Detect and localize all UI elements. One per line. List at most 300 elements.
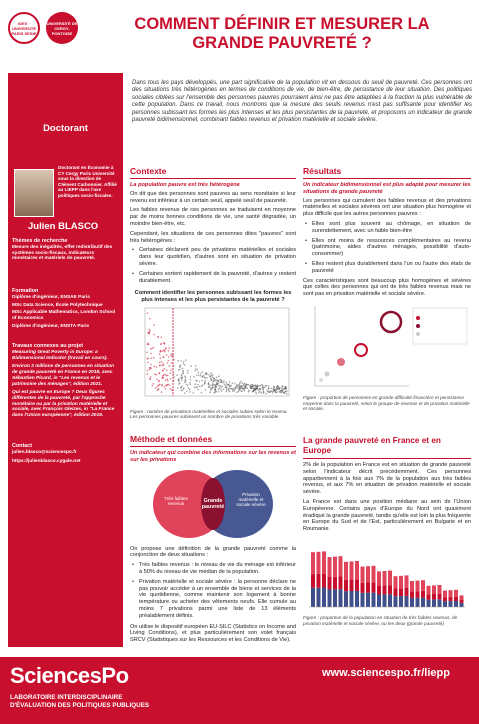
scatter-point <box>220 386 222 388</box>
scatter-point <box>181 385 183 387</box>
scatter-point <box>203 374 205 376</box>
bar-segment <box>410 581 414 591</box>
scatter-point <box>240 380 242 382</box>
scatter-point <box>247 387 249 389</box>
legend-marker <box>416 324 420 328</box>
bar-segment <box>405 588 409 596</box>
scatter-point <box>249 384 251 386</box>
scatter-point <box>154 333 156 335</box>
scatter-point <box>168 356 170 358</box>
scatter-point <box>162 376 164 378</box>
scatter-point <box>197 388 199 390</box>
bar-segment <box>328 589 332 607</box>
scatter-point <box>165 388 167 390</box>
scatter-point <box>217 381 219 383</box>
scatter-point <box>211 374 213 376</box>
scatter-point <box>189 383 191 385</box>
bullet-item: • Privation matérielle et sociale sévère : la personne déclare ne pas pouvoir accéder à un ensemble de biens et services de la vie quotidienne, comme maintenir son logement à bonne température ou acheter des vêtements neufs. Elle cumule au moins 7 privations parmi une liste de 13 éléments préalablement définis. <box>130 579 296 620</box>
scatter-point <box>241 386 243 388</box>
scatter-point <box>184 375 186 377</box>
scatter-point <box>177 387 179 389</box>
legend-marker <box>416 332 420 336</box>
scatter-point <box>160 342 162 344</box>
scatter-point <box>190 379 192 381</box>
bar-segment <box>432 599 436 607</box>
bar-segment <box>317 588 321 607</box>
scatter-point <box>202 384 204 386</box>
scatter-point <box>277 391 279 393</box>
bullet-item: • Elles ont moins de ressources complémentaires au revenu (patrimoine, aides d'autres ménages, possibilité d'auto-consommer) <box>303 238 471 258</box>
scatter-point <box>148 332 150 334</box>
scatter-point <box>236 384 238 386</box>
bar-segment <box>383 585 387 594</box>
scatter-point <box>159 364 161 366</box>
scatter-point <box>184 364 186 366</box>
scatter-point <box>279 391 281 393</box>
scatter-point <box>183 372 185 374</box>
scatter-point <box>284 391 286 393</box>
scatter-point <box>226 386 228 388</box>
paragraph: Les personnes qui cumulent des faibles revenus et des privations matérielles et sociales sévères ont une situation plus homogène et plus difficile que les autres personnes pauvres : <box>303 197 471 218</box>
bar-segment <box>388 571 392 586</box>
scatter-point <box>216 382 218 384</box>
scatter-point <box>223 388 225 390</box>
scatter-point <box>170 378 172 380</box>
scatter-point <box>260 384 262 386</box>
bar-segment <box>333 589 337 607</box>
formation-item: MSc Applicable Mathematics, London School of Economics <box>12 310 116 322</box>
bar-segment <box>311 588 315 607</box>
scatter-point <box>216 379 218 381</box>
scatter-point <box>181 379 183 381</box>
scatter-chart <box>133 306 293 406</box>
section-heading: Résultats <box>303 166 342 176</box>
bar-segment <box>322 574 326 588</box>
scatter-point <box>164 386 166 388</box>
scatter-point <box>150 378 152 380</box>
scatter-point <box>162 364 164 366</box>
scatter-point <box>219 387 221 389</box>
bullet-item: • Très faibles revenus : le niveau de vie du ménage est inférieur à 50% du niveau de vie médian de la population. <box>130 562 296 576</box>
scatter-point <box>221 381 223 383</box>
scatter-point <box>229 385 231 387</box>
scatter-point <box>246 384 248 386</box>
bar-segment <box>372 566 376 583</box>
scatter-point <box>197 369 199 371</box>
bar-segment <box>339 576 343 589</box>
paragraph: La France est dans une position médiane au sein de l'Union Européenne. Certains pays d'Europe du Nord ont quasiment éradiqué la grande pauvreté, tandis qu'elle est loin la plus fréquente en Europe du Sud et de l'Est, particulièrement en Bulgarie et en Roumanie. <box>303 498 471 533</box>
scatter-point <box>239 382 241 384</box>
bar-segment <box>388 594 392 607</box>
scatter-point <box>168 359 170 361</box>
bar-segment <box>454 597 458 601</box>
scatter-point <box>184 392 186 394</box>
scatter-point <box>256 386 258 388</box>
scatter-point <box>258 385 260 387</box>
scatter-point <box>182 389 184 391</box>
bar-segment <box>449 601 453 607</box>
scatter-point <box>159 383 161 385</box>
scatter-point <box>229 383 231 385</box>
bubble <box>355 344 367 356</box>
scatter-point <box>150 376 152 378</box>
footer-url[interactable]: www.sciencespo.fr/liepp <box>322 667 450 679</box>
scatter-point <box>149 368 151 370</box>
scatter-point <box>260 388 262 390</box>
scatter-point <box>162 369 164 371</box>
scatter-point <box>165 347 167 349</box>
scatter-point <box>162 350 164 352</box>
scatter-point <box>244 385 246 387</box>
scatter-point <box>273 386 275 388</box>
scatter-point <box>285 385 287 387</box>
scatter-point <box>150 352 152 354</box>
scatter-point <box>274 390 276 392</box>
paragraph: Les faibles revenus de ces personnes se traduisent en moyenne par de moins bonnes conditions de vie, une santé dégradée, un moindre bien-être, etc. <box>130 207 296 227</box>
scatter-point <box>147 358 149 360</box>
bar-segment <box>328 577 332 590</box>
scatter-point <box>261 391 263 393</box>
scatter-point <box>194 386 196 388</box>
scatter-point <box>195 368 197 370</box>
scatter-point <box>209 384 211 386</box>
scatter-point <box>187 369 189 371</box>
scatter-point <box>150 367 152 369</box>
scatter-point <box>244 388 246 390</box>
bar-segment <box>361 593 365 607</box>
scatter-point <box>230 388 232 390</box>
scatter-point <box>151 347 153 349</box>
scatter-point <box>241 390 243 392</box>
sidebar-themes <box>12 238 120 262</box>
bar-segment <box>355 561 359 579</box>
bar-segment <box>405 596 409 607</box>
scatter-point <box>153 357 155 359</box>
author-photo <box>14 169 54 217</box>
chart-question: Comment identifier les personnes subissant les formes les plus intenses et les plus persistantes de la pauvreté ? <box>134 290 292 303</box>
scatter-point <box>163 374 165 376</box>
sidebar-formation <box>12 288 120 330</box>
scatter-point <box>210 372 212 374</box>
formation-item: MSc Data Science, École Polytechnique <box>12 302 103 308</box>
bar-segment <box>366 582 370 592</box>
scatter-point <box>194 369 196 371</box>
scatter-point <box>257 385 259 387</box>
bar-segment <box>427 594 431 599</box>
bar-segment <box>416 598 420 607</box>
scatter-point <box>250 387 252 389</box>
scatter-point <box>198 374 200 376</box>
scatter-point <box>198 371 200 373</box>
scatter-point <box>204 379 206 381</box>
scatter-point <box>166 354 168 356</box>
scatter-point <box>201 379 203 381</box>
scatter-point <box>200 375 202 377</box>
scatter-point <box>210 389 212 391</box>
bar-segment <box>399 576 403 589</box>
scatter-point <box>215 387 217 389</box>
section-heading: La grande pauvreté en France et en Europe <box>303 436 441 455</box>
scatter-point <box>169 365 171 367</box>
scatter-point <box>209 375 211 377</box>
bar-segment <box>333 557 337 577</box>
scatter-point <box>181 377 183 379</box>
scatter-point <box>229 381 231 383</box>
idex-logo-text: IDEX · UNIVERSITÉ PARIS SEINE <box>11 20 37 36</box>
bar-segment <box>350 561 354 579</box>
scatter-point <box>255 384 257 386</box>
scatter-point <box>265 385 267 387</box>
scatter-point <box>155 386 157 388</box>
bar-segment <box>344 591 348 607</box>
scatter-point <box>255 392 257 394</box>
scatter-point <box>168 350 170 352</box>
scatter-point <box>196 374 198 376</box>
bar-segment <box>454 590 458 597</box>
scatter-point <box>167 362 169 364</box>
scatter-point <box>149 330 151 332</box>
scatter-point <box>252 387 254 389</box>
scatter-point <box>253 389 255 391</box>
scatter-point <box>183 387 185 389</box>
venn-diagram <box>153 468 273 540</box>
scatter-point <box>276 386 278 388</box>
scatter-point <box>204 377 206 379</box>
bar-segment <box>421 591 425 598</box>
bubble <box>381 312 401 332</box>
scatter-point <box>224 383 226 385</box>
bar-segment <box>383 571 387 585</box>
scatter-point <box>281 387 283 389</box>
paragraph: On utilise le dispositif européen EU-SILC (Statistics on Income and Living Conditions), et plus particulièrement son volet français SRCV (Statistiques sur les Ressources et les Conditions de Vie). <box>130 623 296 644</box>
venn-label-center: Grande pauvreté <box>201 497 225 510</box>
contact-heading: Contact <box>12 443 33 449</box>
sidebar-contact <box>12 443 120 464</box>
bar-segment <box>311 574 315 588</box>
paragraph: 2% de la population en France est en situation de grande pauvreté selon l'indicateur décrit précédemment. Ces personnes appartiennent à la fois aux 7% de la population aux très faibles revenus, et aux 7% en situation de privation matérielle et sociale sévère. <box>303 462 471 496</box>
scatter-point <box>225 381 227 383</box>
scatter-point <box>178 369 180 371</box>
formation-item: Diplôme d'ingénieur, ENSAE Paris <box>12 295 90 300</box>
scatter-point <box>176 374 178 376</box>
scatter-point <box>214 384 216 386</box>
scatter-point <box>226 390 228 392</box>
bar-segment <box>410 591 414 598</box>
paragraph: Ces caractéristiques sont beaucoup plus homogènes et sévères que celles des personnes qui ont de très faibles revenus mais ne sont pas en privation matérielle et sociale sévère. <box>303 277 471 298</box>
scatter-point <box>265 392 267 394</box>
scatter-point <box>232 390 234 392</box>
bar-segment <box>438 594 442 600</box>
scatter-point <box>201 385 203 387</box>
section-resultats <box>303 166 471 412</box>
author-sidebar <box>8 73 123 647</box>
scatter-point <box>238 390 240 392</box>
bar-segment <box>454 601 458 607</box>
paragraph: On dit que des personnes sont pauvres au sens monétaire si leur revenu est inférieur à un certain seuil, appelé seuil de pauvreté. <box>130 190 296 204</box>
scatter-point <box>159 353 161 355</box>
scatter-point <box>202 376 204 378</box>
scatter-point <box>286 393 288 395</box>
scatter-point <box>237 385 239 387</box>
scatter-point <box>170 372 172 374</box>
scatter-point <box>279 387 281 389</box>
bar-segment <box>317 574 321 588</box>
scatter-point <box>218 391 220 393</box>
scatter-point <box>173 376 175 378</box>
scatter-point <box>156 374 158 376</box>
scatter-point <box>275 389 277 391</box>
scatter-point <box>204 381 206 383</box>
scatter-point <box>186 383 188 385</box>
intro-text: Dans tous les pays développés, une part significative de la population vit en dessous du seuil de pauvreté. Ces personnes ont des situations très hétérogènes en termes de conditions de vie, de bien-être, de persistance de leur situation. Des politiques sociales ciblées sur l'ensemble des personnes pauvres pourraient ainsi ne pas être adaptées à la fraction la plus vulnérable de cette population. Dans ce travail, nous montrons que la mesure des seuils revenus n'est pas suffisante pour identifier les personnes subissant les formes les plus intenses et les plus persistantes de la pauvreté, et proposons un indicateur de grande pauvreté bidimensionnel, combinant faibles revenus et privation matérielle et sociale sévère. <box>132 80 472 124</box>
bar-segment <box>394 588 398 596</box>
bullet-item: • Elles restent plus durablement dans l'un ou l'autre des états de pauvreté <box>303 261 471 275</box>
scatter-point <box>236 391 238 393</box>
bar-segment <box>443 601 447 607</box>
bar-segment <box>460 603 464 607</box>
scatter-point <box>177 359 179 361</box>
scatter-point <box>154 373 156 375</box>
bar-segment <box>361 583 365 593</box>
bubble-chart <box>305 302 469 392</box>
university-logo-text: UNIVERSITÉ DE CERGY-PONTOISE <box>46 20 78 36</box>
scatter-point <box>202 371 204 373</box>
scatter-point <box>182 367 184 369</box>
scatter-point <box>152 384 154 386</box>
scatter-point <box>169 347 171 349</box>
scatter-point <box>183 360 185 362</box>
scatter-point <box>185 359 187 361</box>
scatter-point <box>159 361 161 363</box>
sidebar-travaux <box>12 343 120 419</box>
scatter-point <box>212 374 214 376</box>
contact-email[interactable]: julien.blasco@sciencespo.fr <box>12 450 77 455</box>
author-name: Julien BLASCO <box>28 221 99 232</box>
scatter-point <box>178 383 180 385</box>
scatter-point <box>195 386 197 388</box>
venn-label-left: Très faibles revenus <box>164 495 188 506</box>
scatter-point <box>153 324 155 326</box>
scatter-point <box>157 335 159 337</box>
venn-label-right: Privation matérielle et sociale sévère <box>236 491 266 507</box>
bar-segment <box>449 597 453 601</box>
bar-segment <box>350 591 354 607</box>
section-europe <box>303 436 471 626</box>
bar-segment <box>372 593 376 607</box>
scatter-point <box>209 386 211 388</box>
scatter-point <box>169 384 171 386</box>
scatter-point <box>234 386 236 388</box>
scatter-point <box>180 364 182 366</box>
scatter-point <box>220 379 222 381</box>
scatter-point <box>150 363 152 365</box>
scatter-point <box>218 375 220 377</box>
scatter-point <box>147 369 149 371</box>
themes-heading: Thèmes de recherche <box>12 238 68 244</box>
bullet-item: • Certaines sortent rapidement de la pauvreté, d'autres y restent durablement. <box>130 271 296 285</box>
scatter-point <box>164 342 166 344</box>
bar-segment <box>443 597 447 601</box>
bar-segment <box>339 556 343 576</box>
scatter-point <box>223 380 225 382</box>
bar-segment <box>366 593 370 607</box>
bar-segment <box>383 594 387 607</box>
themes-text: Mesure des inégalités, effet redistributif des systèmes socio-fiscaux, indicateurs monétaires et matériels de pauvreté. <box>12 245 113 262</box>
section-methode <box>130 434 296 644</box>
scatter-point <box>180 360 182 362</box>
europe-bar-chart <box>305 537 469 613</box>
scatter-point <box>156 378 158 380</box>
paragraph: On propose une définition de la grande pauvreté comme la conjonction de deux situations : <box>130 545 296 559</box>
bar-segment <box>394 576 398 588</box>
scatter-point <box>159 372 161 374</box>
scatter-point <box>187 372 189 374</box>
scatter-point <box>153 346 155 348</box>
scatter-point <box>240 385 242 387</box>
travaux-item: Qui est pauvre en Europe ? Deux figures différentes de la pauvreté, par l'approche monétaire ou par la privation matérielle et sociale, avec François Gleizes, in "La France dans l'Union européenne", édition 2019. <box>12 390 115 419</box>
bar-segment <box>344 580 348 591</box>
scatter-point <box>266 385 268 387</box>
scatter-point <box>272 388 274 390</box>
bar-segment <box>399 588 403 596</box>
scatter-point <box>244 390 246 392</box>
scatter-point <box>180 389 182 391</box>
bar-segment <box>333 577 337 590</box>
scatter-point <box>251 386 253 388</box>
scatter-point <box>212 383 214 385</box>
scatter-point <box>149 328 151 330</box>
scatter-point <box>248 391 250 393</box>
scatter-point <box>219 385 221 387</box>
section-subheading: Un indicateur qui combine des informations sur les revenus et sur les privations <box>130 450 296 463</box>
lab-name-line: D'ÉVALUATION DES POLITIQUES PUBLIQUES <box>10 702 150 709</box>
contact-website[interactable]: https://julienblasco.cygale.net <box>12 458 81 464</box>
paragraph: Cependant, les situations de ces personnes dites "pauvres" sont très hétérogènes : <box>130 230 296 244</box>
section-heading: Méthode et données <box>130 434 213 444</box>
scatter-point <box>149 317 151 319</box>
scatter-point <box>282 389 284 391</box>
footer-bar <box>0 657 479 724</box>
scatter-point <box>213 379 215 381</box>
scatter-point <box>165 379 167 381</box>
scatter-point <box>147 373 149 375</box>
bar-segment <box>311 552 315 574</box>
bar-segment <box>410 598 414 607</box>
scatter-point <box>161 336 163 338</box>
scatter-point <box>208 386 210 388</box>
bar-segment <box>361 567 365 583</box>
bar-segment <box>366 566 370 582</box>
scatter-point <box>234 382 236 384</box>
scatter-point <box>199 385 201 387</box>
bubble <box>319 378 323 382</box>
scatter-point <box>147 312 149 314</box>
scatter-point <box>193 376 195 378</box>
scatter-point <box>262 387 264 389</box>
scatter-point <box>195 379 197 381</box>
scatter-point <box>158 379 160 381</box>
scatter-point <box>208 373 210 375</box>
bar-group <box>311 551 464 607</box>
figure-caption: Figure : nombre de privations matérielles et sociales subies selon le revenu. Les personnes pauvres subissent un nombre de privations très variable. <box>130 408 288 420</box>
scatter-point <box>282 390 284 392</box>
scatter-point <box>189 388 191 390</box>
scatter-point <box>193 392 195 394</box>
scatter-point <box>157 389 159 391</box>
bar-segment <box>405 575 409 588</box>
section-rule <box>303 178 471 179</box>
section-heading: Contexte <box>130 166 167 176</box>
